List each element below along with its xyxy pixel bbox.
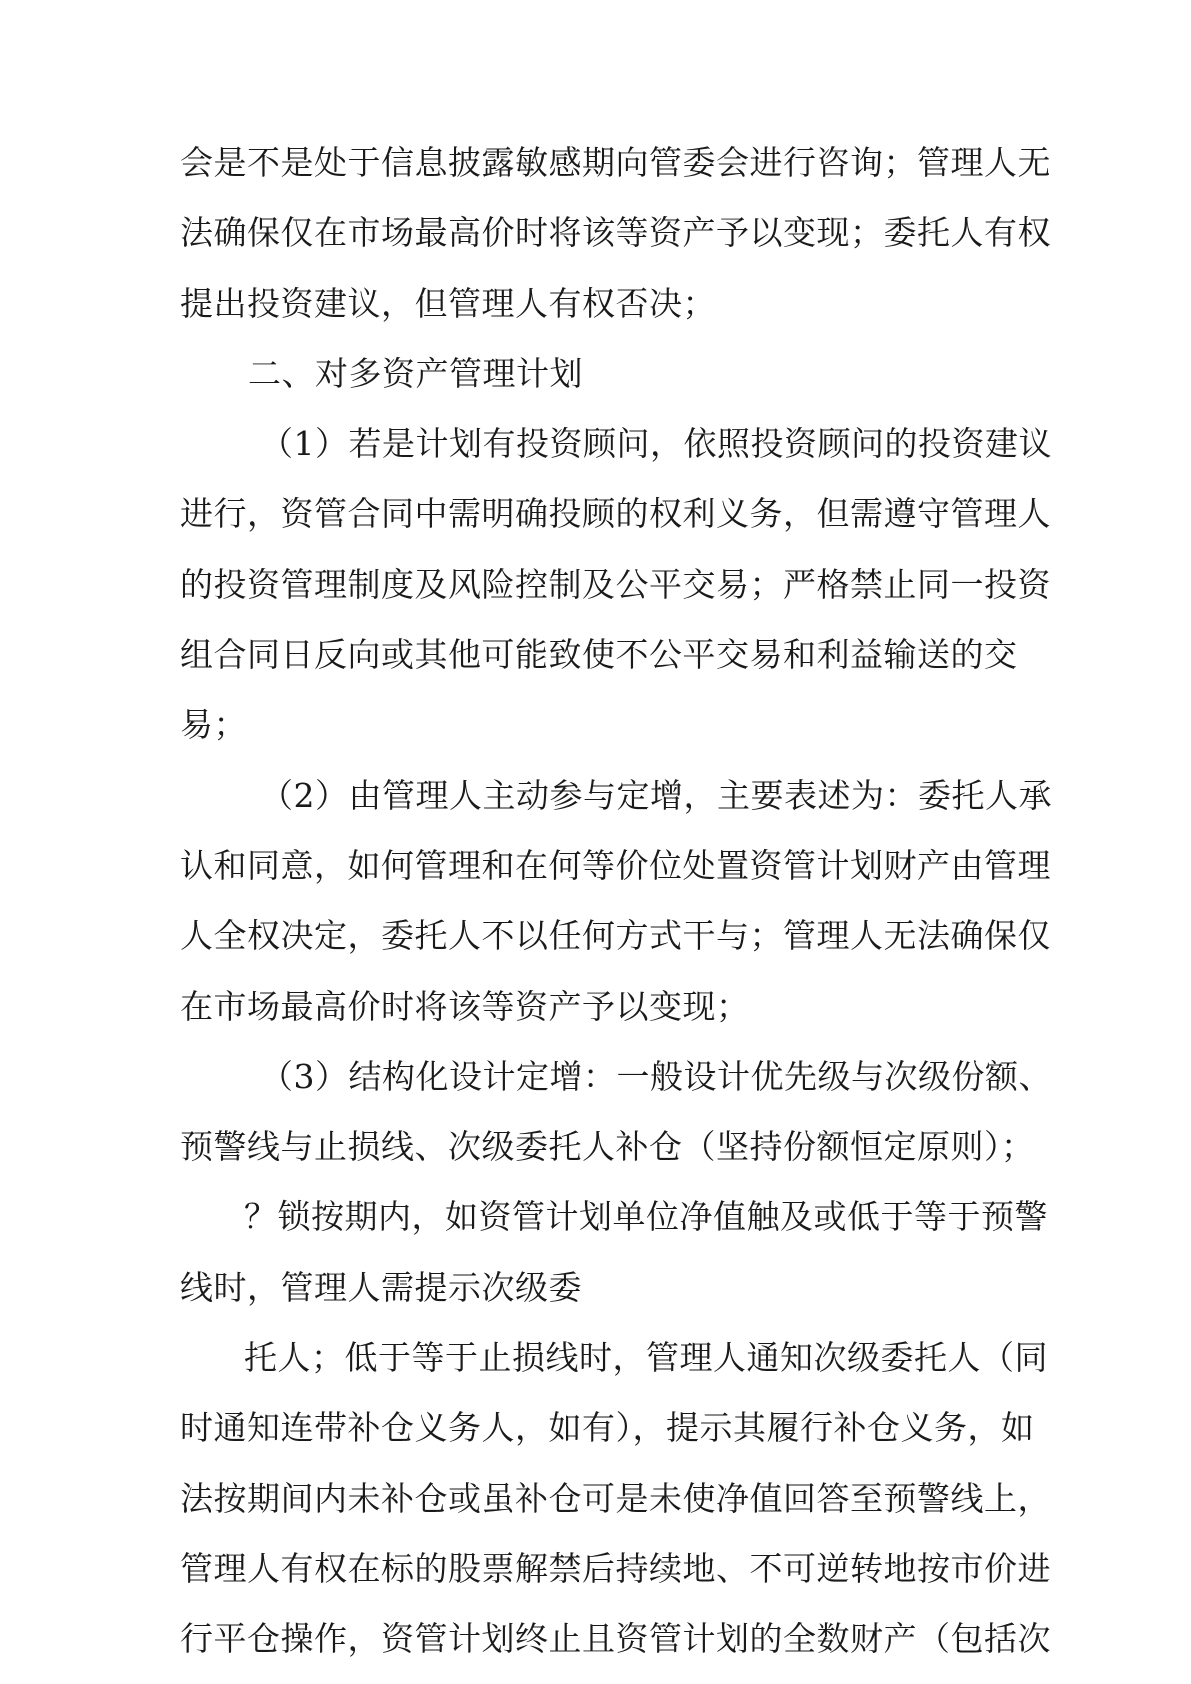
text-line: 在市场最高价时将该等资产予以变现；	[180, 986, 750, 1026]
paragraph-start: 托人；低于等于止损线时，管理人通知次级委托人（同	[244, 1338, 1048, 1378]
text-line: 易；	[180, 705, 247, 745]
text-line: 人全权决定，委托人不以任何方式干与；管理人无法确保仅	[180, 916, 1051, 956]
text-line: 管理人有权在标的股票解禁后持续地、不可逆转地按市价进	[180, 1548, 1051, 1588]
document-body	[180, 128, 1052, 1675]
paragraph-start: （3）结构化设计定增：一般设计优先级与次级份额、	[260, 1056, 1052, 1096]
text-line: 法确保仅在市场最高价时将该等资产予以变现；委托人有权	[180, 213, 1051, 253]
text-line: 法按期间内未补仓或虽补仓可是未使净值回答至预警线上，	[180, 1478, 1051, 1518]
text-line: 认和同意，如何管理和在何等价位处置资管计划财产由管理	[180, 845, 1051, 885]
text-line: 组合同日反向或其他可能致使不公平交易和利益输送的交	[180, 635, 1018, 675]
text-line: 提出投资建议，但管理人有权否决；	[180, 283, 716, 323]
paragraph-start: （2）由管理人主动参与定增，主要表述为：委托人承	[260, 775, 1052, 815]
section-heading: 二、对多资产管理计划	[248, 353, 583, 393]
text-line: 预警线与止损线、次级委托人补仓（坚持份额恒定原则）；	[180, 1127, 1035, 1167]
paragraph-start: ？锁按期内，如资管计划单位净值触及或低于等于预警	[244, 1197, 1048, 1237]
text-line: 会是不是处于信息披露敏感期向管委会进行咨询；管理人无	[180, 143, 1051, 182]
text-line: 行平仓操作，资管计划终止且资管计划的全数财产（包括次	[180, 1619, 1051, 1659]
text-line: 的投资管理制度及风险控制及公平交易；严格禁止同一投资	[180, 564, 1051, 604]
text-line: 线时，管理人需提示次级委	[180, 1267, 582, 1307]
text-line: 时通知连带补仓义务人，如有），提示其履行补仓义务，如	[180, 1408, 1035, 1448]
text-line: 进行，资管合同中需明确投顾的权利义务，但需遵守管理人	[180, 494, 1051, 534]
paragraph-start: （1）若是计划有投资顾问，依照投资顾问的投资建议	[260, 424, 1052, 464]
